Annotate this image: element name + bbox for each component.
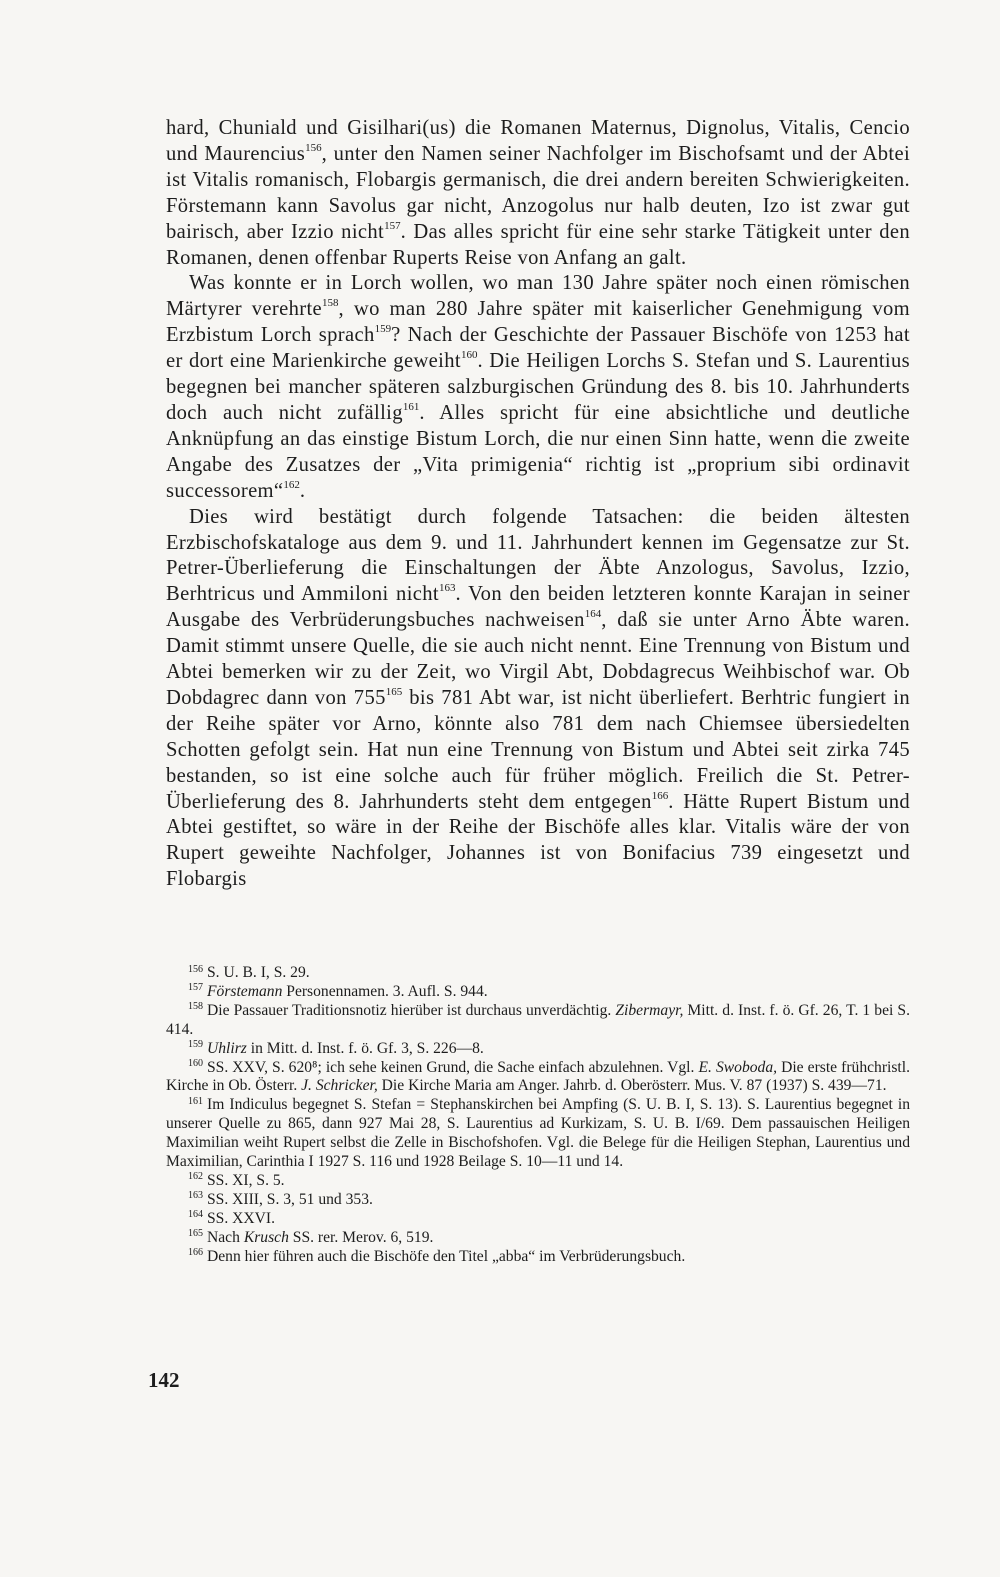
- text-run: . Von den beiden letzteren konnte Karajan in seiner Ausgabe des Verbrüderungsbuches nachweisen: [166, 583, 911, 632]
- footnote-ref: 159: [374, 323, 392, 336]
- italic-run: Krusch: [243, 1228, 289, 1246]
- footnote: [166, 1210, 910, 1229]
- footnote: [166, 1172, 910, 1191]
- text-run: Im Indiculus begegnet S. Stefan = Stephanskirchen bei Ampfing (S. U. B. I, S. 13). S. Laurentius begegnet in unserer Quelle zu 865, dann 927 Mai 28, S. Laurentius ad Kurkizam, S. U. B. I/69. Dem passauischen Heiligen Maximilian weiht Rupert selbst die Zelle in Bischofshofen. Vgl. die Belege für die Heiligen Stephan, Laurentius und Maximilian, Carinthia I 1927 S. 116 und 1928 Beilage S. 10—11 und 14.: [166, 1096, 910, 1171]
- text-run: . Hätte Rupert Bistum und Abtei gestiftet, so wäre in der Reihe der Bischöfe alles klar. Vitalis wäre der von Rupert geweihte Nachfolger, Johannes ist von Bonifacius 739 eingesetzt und Flobargis: [166, 790, 910, 891]
- text-run: bis 781 Abt war, ist nicht überliefert. Berhtric fungiert in der Reihe später vor Arno, könnte also 781 dem nach Chiemsee übersiedelten Schotten gefolgt sein. Hat nun eine Trennung von Bistum und Abtei seit zirka 745 bestanden, so ist eine solche auch für früher möglich. Freilich die St. Petrer-Überlieferung des 8. Jahrhunderts steht dem entgegen: [166, 686, 910, 813]
- footnote-number: 158: [188, 1001, 203, 1013]
- text-run: Nach: [207, 1228, 244, 1246]
- footnote-number: 157: [188, 982, 203, 994]
- paragraph: [166, 116, 910, 271]
- footnote: [166, 1040, 910, 1059]
- main-text: [166, 116, 910, 893]
- footnote-ref: 161: [402, 401, 420, 414]
- footnote-number: 160: [188, 1058, 203, 1070]
- footnote-ref: 157: [384, 219, 401, 232]
- text-run: . Die Heiligen Lorchs S. Stefan und S. Laurentius begegnen bei mancher späteren salzburgischen Gründung des 8. bis 10. Jahrhunderts doch auch nicht zufällig: [166, 350, 910, 424]
- footnote-ref: 156: [305, 142, 322, 155]
- footnote: [166, 1096, 910, 1172]
- footnote-number: 161: [188, 1095, 203, 1107]
- text-run: .: [299, 479, 306, 502]
- italic-run: Uhlirz: [207, 1039, 247, 1057]
- text-run: SS. XI, S. 5.: [207, 1171, 285, 1189]
- text-run: Die Passauer Traditionsnotiz hierüber ist durchaus unverdächtig.: [207, 1001, 616, 1019]
- text-run: S. U. B. I, S. 29.: [207, 964, 310, 981]
- footnote: [166, 1248, 910, 1267]
- footnote-number: 166: [188, 1247, 203, 1259]
- text-run: Personennamen. 3. Aufl. S. 944.: [282, 982, 488, 1000]
- text-run: , daß sie unter Arno Äbte waren. Damit stimmt unsere Quelle, die sie auch nicht nennt. Eine Trennung von Bistum und Abtei bemerken wir zu der Zeit, wo Virgil Abt, Dobdagrecus Weihbischof war. Ob Dobdagrec dann von 755: [166, 609, 910, 709]
- italic-run: Zibermayr,: [615, 1001, 684, 1019]
- paragraph: [166, 271, 910, 504]
- text-run: Die erste frühchristl. Kirche in Ob. Österr.: [166, 1058, 910, 1095]
- text-run: Denn hier führen auch die Bischöfe den Titel „abba“ im Verbrüderungsbuch.: [207, 1247, 686, 1265]
- text-run: . Das alles spricht für eine sehr starke Tätigkeit unter den Romanen, denen offenbar Ruperts Reise von Anfang an galt.: [166, 220, 911, 269]
- text-run: SS. XXV, S. 620⁸; ich sehe keinen Grund, die Sache einfach abzulehnen. Vgl.: [207, 1058, 699, 1076]
- footnote-ref: 158: [322, 297, 339, 310]
- text-run: . Alles spricht für eine absichtliche und deutliche Anknüpfung an das einstige Bistum Lorch, die nur einen Sinn hatte, wenn die zweite Angabe des Zusatzes der „Vita primigenia“ richtig ist „proprium sibi ordinavit successorem“: [166, 401, 911, 502]
- text-run: , unter den Namen seiner Nachfolger im Bischofsamt und der Abtei ist Vitalis romanisch, Flobargis germanisch, die drei andern bereiten Schwierigkeiten. Förstemann kann Savolus gar nicht, Anzogolus nur halb deuten, Izo ist zwar gut bairisch, aber Izzio nicht: [166, 142, 911, 243]
- footnote: [166, 964, 910, 983]
- footnote: [166, 983, 910, 1002]
- footnote-ref: 162: [283, 478, 300, 491]
- text-run: , wo man 280 Jahre später mit kaiserlicher Genehmigung vom Erzbistum Lorch sprach: [166, 298, 910, 347]
- footnote-number: 159: [188, 1039, 203, 1051]
- text-run: in Mitt. d. Inst. f. ö. Gf. 3, S. 226—8.: [246, 1039, 484, 1057]
- text-run: Mitt. d. Inst. f. ö. Gf. 26, T. 1 bei S. 414.: [166, 1001, 910, 1038]
- footnote-ref: 163: [438, 582, 456, 595]
- page-number: 142: [148, 1368, 180, 1392]
- footnote-number: 162: [188, 1171, 203, 1183]
- text-run: hard, Chuniald und Gisilhari(us) die Romanen Maternus, Dignolus, Vitalis, Cencio und Maurencius: [166, 117, 910, 165]
- text-run: SS. XIII, S. 3, 51 und 353.: [207, 1190, 373, 1208]
- footnote-ref: 165: [385, 686, 403, 699]
- footnote-ref: 160: [460, 349, 478, 362]
- footnote-number: 164: [188, 1209, 203, 1221]
- italic-run: Förstemann: [207, 982, 283, 1000]
- footnote-number: 163: [188, 1190, 203, 1202]
- text-run: Was konnte er in Lorch wollen, wo man 130 Jahre später noch einen römischen Märtyrer verehrte: [166, 272, 910, 321]
- footnote-number: 165: [188, 1228, 203, 1240]
- footnote: [166, 1191, 910, 1210]
- footnote: [166, 1059, 910, 1097]
- footnote-ref: 166: [651, 789, 669, 802]
- paragraph: [166, 505, 910, 894]
- italic-run: J. Schricker,: [301, 1077, 378, 1095]
- text-run: SS. XXVI.: [207, 1209, 276, 1227]
- text-run: ? Nach der Geschichte der Passauer Bischöfe von 1253 hat er dort eine Marienkirche geweiht: [166, 324, 910, 373]
- footnote: [166, 1002, 910, 1040]
- footnotes: [166, 964, 910, 1267]
- footnote: [166, 1229, 910, 1248]
- text-run: SS. rer. Merov. 6, 519.: [288, 1228, 434, 1246]
- italic-run: E. Swoboda,: [698, 1058, 778, 1076]
- footnote-ref: 164: [584, 608, 602, 621]
- text-run: Dies wird bestätigt durch folgende Tatsachen: die beiden ältesten Erzbischofskataloge aus dem 9. und 11. Jahrhundert kennen im Gegensatze zur St. Petrer-Überlieferung die Einschaltungen der Äbte Anzologus, Savolus, Izzio, Berhtricus und Ammiloni nicht: [166, 505, 910, 606]
- text-run: Die Kirche Maria am Anger. Jahrb. d. Oberösterr. Mus. V. 87 (1937) S. 439—71.: [377, 1077, 887, 1095]
- footnote-number: 156: [188, 963, 203, 975]
